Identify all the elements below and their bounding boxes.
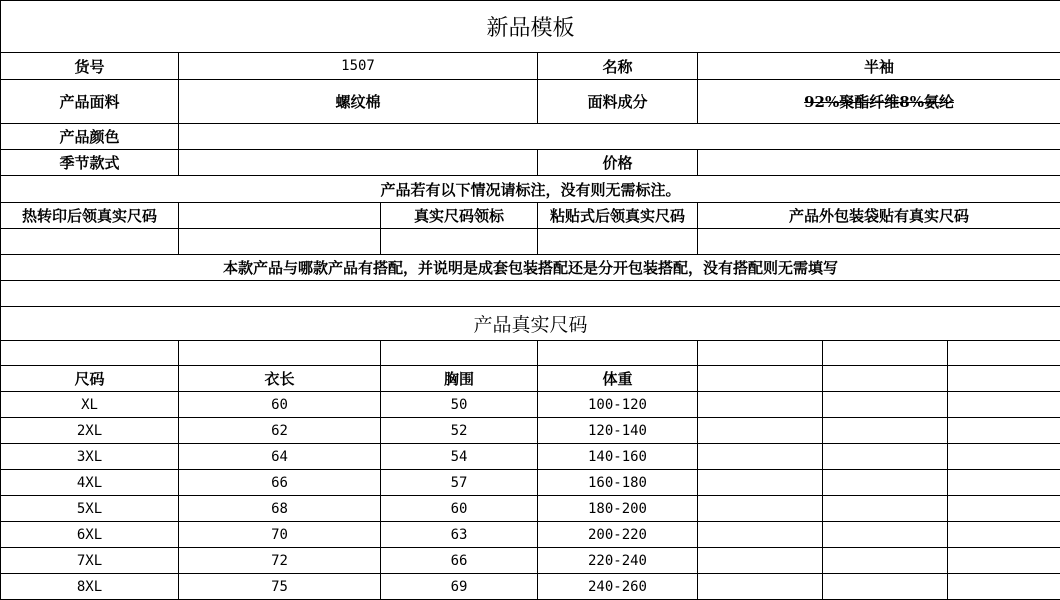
- blank-cell[interactable]: [538, 341, 698, 366]
- blank-cell[interactable]: [823, 418, 948, 444]
- blank-cell[interactable]: [823, 366, 948, 392]
- sticker-collar-value[interactable]: [538, 229, 698, 255]
- length-cell[interactable]: 72: [179, 548, 381, 574]
- blank-cell[interactable]: [698, 496, 823, 522]
- season-label: 季节款式: [1, 150, 179, 176]
- blank-cell[interactable]: [823, 496, 948, 522]
- blank-cell[interactable]: [948, 418, 1060, 444]
- size-cell[interactable]: 3XL: [1, 444, 179, 470]
- real-size-collar-header: 真实尺码领标: [381, 203, 538, 229]
- blank-cell[interactable]: [698, 392, 823, 418]
- blank-cell[interactable]: [823, 444, 948, 470]
- length-cell[interactable]: 66: [179, 470, 381, 496]
- labels-note: 产品若有以下情况请标注，没有则无需标注。: [1, 176, 1060, 203]
- blank-cell[interactable]: [948, 496, 1060, 522]
- weight-cell[interactable]: 140-160: [538, 444, 698, 470]
- length-cell[interactable]: 64: [179, 444, 381, 470]
- size-cell[interactable]: 2XL: [1, 418, 179, 444]
- blank-cell[interactable]: [698, 444, 823, 470]
- weight-header: 体重: [538, 366, 698, 392]
- heat-transfer-value[interactable]: [1, 229, 179, 255]
- weight-cell[interactable]: 180-200: [538, 496, 698, 522]
- chest-header: 胸围: [381, 366, 538, 392]
- chest-cell[interactable]: 69: [381, 574, 538, 600]
- table-row: [1, 470, 1060, 496]
- blank-cell[interactable]: [823, 392, 948, 418]
- sticker-collar-header: 粘贴式后领真实尺码: [538, 203, 698, 229]
- chest-cell[interactable]: 52: [381, 418, 538, 444]
- blank-cell[interactable]: [381, 341, 538, 366]
- blank-cell[interactable]: [948, 366, 1060, 392]
- chest-cell[interactable]: 60: [381, 496, 538, 522]
- blank-cell[interactable]: [948, 392, 1060, 418]
- blank-cell[interactable]: [698, 548, 823, 574]
- table-row: [1, 444, 1060, 470]
- size-cell[interactable]: 4XL: [1, 470, 179, 496]
- weight-cell[interactable]: 160-180: [538, 470, 698, 496]
- item-no-label: 货号: [1, 53, 179, 80]
- table-row: [1, 522, 1060, 548]
- table-row: [1, 392, 1060, 418]
- blank-cell[interactable]: [948, 341, 1060, 366]
- blank-cell[interactable]: [823, 548, 948, 574]
- blank-cell[interactable]: [823, 341, 948, 366]
- table-row: [1, 496, 1060, 522]
- fabric-value[interactable]: 螺纹棉: [179, 80, 538, 124]
- length-cell[interactable]: 62: [179, 418, 381, 444]
- match-note: 本款产品与哪款产品有搭配，并说明是成套包装搭配还是分开包装搭配，没有搭配则无需填写: [1, 255, 1060, 281]
- blank-cell[interactable]: [179, 341, 381, 366]
- blank-cell[interactable]: [179, 229, 381, 255]
- composition-label: 面料成分: [538, 80, 698, 124]
- weight-cell[interactable]: 240-260: [538, 574, 698, 600]
- name-label: 名称: [538, 53, 698, 80]
- weight-cell[interactable]: 120-140: [538, 418, 698, 444]
- outer-package-value[interactable]: [698, 229, 1060, 255]
- blank-cell[interactable]: [948, 548, 1060, 574]
- size-cell[interactable]: 7XL: [1, 548, 179, 574]
- color-value[interactable]: [179, 124, 1060, 150]
- blank-cell[interactable]: [948, 574, 1060, 600]
- item-no-value[interactable]: 1507: [179, 53, 538, 80]
- color-label: 产品颜色: [1, 124, 179, 150]
- size-cell[interactable]: 5XL: [1, 496, 179, 522]
- blank-cell[interactable]: [948, 470, 1060, 496]
- size-cell[interactable]: 8XL: [1, 574, 179, 600]
- blank-cell[interactable]: [948, 444, 1060, 470]
- template-title: 新品模板: [1, 1, 1060, 53]
- blank-cell[interactable]: [823, 522, 948, 548]
- chest-cell[interactable]: 57: [381, 470, 538, 496]
- weight-cell[interactable]: 220-240: [538, 548, 698, 574]
- table-row: [1, 418, 1060, 444]
- match-value[interactable]: [1, 281, 1060, 307]
- table-row: [1, 548, 1060, 574]
- length-cell[interactable]: 60: [179, 392, 381, 418]
- blank-cell[interactable]: [698, 366, 823, 392]
- weight-cell[interactable]: 100-120: [538, 392, 698, 418]
- season-value[interactable]: [179, 150, 538, 176]
- blank-cell[interactable]: [823, 574, 948, 600]
- price-label: 价格: [538, 150, 698, 176]
- chest-cell[interactable]: 63: [381, 522, 538, 548]
- length-cell[interactable]: 68: [179, 496, 381, 522]
- outer-package-header: 产品外包装袋贴有真实尺码: [698, 203, 1060, 229]
- blank-cell[interactable]: [1, 341, 179, 366]
- size-section-title: 产品真实尺码: [1, 307, 1060, 341]
- price-value[interactable]: [698, 150, 1060, 176]
- chest-cell[interactable]: 50: [381, 392, 538, 418]
- composition-text: 92%聚酯纤维8%氨纶: [804, 93, 954, 111]
- blank-cell[interactable]: [698, 574, 823, 600]
- heat-transfer-cell[interactable]: [179, 203, 381, 229]
- size-header: 尺码: [1, 366, 179, 392]
- blank-cell[interactable]: [698, 522, 823, 548]
- real-size-collar-value[interactable]: [381, 229, 538, 255]
- name-value[interactable]: 半袖: [698, 53, 1060, 80]
- size-cell[interactable]: XL: [1, 392, 179, 418]
- length-header: 衣长: [179, 366, 381, 392]
- size-cell[interactable]: 6XL: [1, 522, 179, 548]
- weight-cell[interactable]: 200-220: [538, 522, 698, 548]
- blank-cell[interactable]: [948, 522, 1060, 548]
- length-cell[interactable]: 70: [179, 522, 381, 548]
- blank-cell[interactable]: [698, 470, 823, 496]
- chest-cell[interactable]: 66: [381, 548, 538, 574]
- fabric-label: 产品面料: [1, 80, 179, 124]
- heat-transfer-header: 热转印后领真实尺码: [1, 203, 179, 229]
- composition-value[interactable]: [698, 80, 1060, 124]
- table-row: [1, 574, 1060, 600]
- blank-cell[interactable]: [698, 418, 823, 444]
- length-cell[interactable]: 75: [179, 574, 381, 600]
- blank-cell[interactable]: [698, 341, 823, 366]
- blank-cell[interactable]: [823, 470, 948, 496]
- chest-cell[interactable]: 54: [381, 444, 538, 470]
